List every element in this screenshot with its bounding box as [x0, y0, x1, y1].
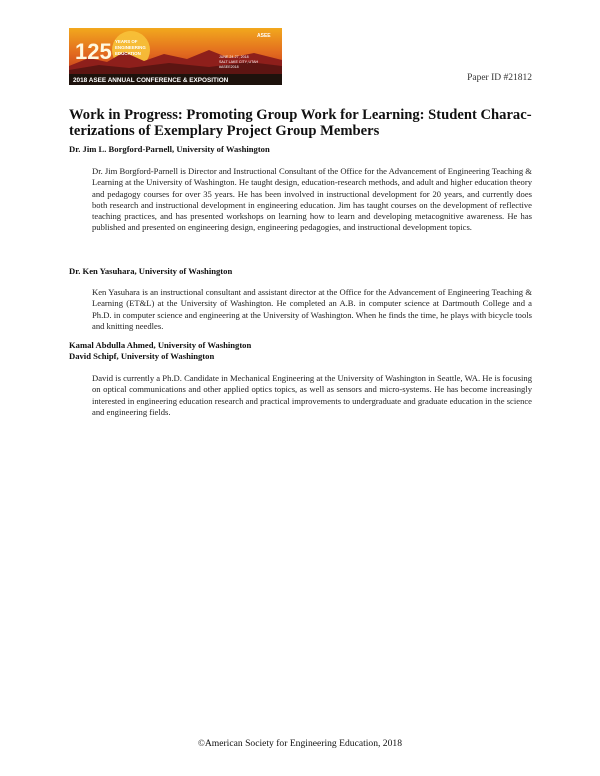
banner-side-text-2: ENGINEERING	[115, 45, 146, 50]
paper-title-line-1: Work in Progress: Promoting Group Work for Learning: Student Charac-	[69, 107, 532, 123]
banner-event-line-3: #ASEE2018	[219, 65, 239, 69]
copyright-footer	[0, 738, 600, 749]
banner-event-line-1: JUNE 24-27, 2018	[219, 55, 249, 59]
conference-banner	[69, 28, 282, 85]
banner-conference-name: 2018 ASEE ANNUAL CONFERENCE & EXPOSITION	[73, 77, 229, 84]
author-name-1: Dr. Jim L. Borgford-Parnell, University of Washington	[69, 144, 270, 154]
paper-title-line-2: terizations of Exemplary Project Group Members	[69, 122, 380, 139]
banner-event-line-2: SALT LAKE CITY, UTAH	[219, 60, 259, 64]
author-bio-1: Dr. Jim Borgford-Parnell is Director and Instructional Consultant of the Office for the Advancement of Engineering Teaching & Learning at the University of Washington. He taught design, education-research methods, and adult and higher education theory and pedagogy courses for over 35 years. He has been involved in instructional development for 20 years, and currently does both research and instructional development in engineering education. Jim has taught courses on the development of reflective teaching practices, and has presented workshops on learning how to learn and developing metacognitive awareness. He has published and presented on engineering design, engineering pedagogies, and instructional development topics.	[92, 166, 532, 233]
banner-logo-mark: ASEE	[257, 33, 271, 39]
copyright-icon: ©	[198, 738, 205, 748]
conference-banner-art	[69, 28, 282, 85]
banner-number: 125	[75, 39, 112, 64]
banner-side-text-1: YEARS OF	[115, 39, 138, 44]
author-name-4: David Schipf, University of Washington	[69, 351, 215, 361]
paper-id: Paper ID #21812	[467, 73, 532, 83]
author-bio-3: David is currently a Ph.D. Candidate in Mechanical Engineering at the University of Washington in Seattle, WA. He is focusing on optical communications and other applied optics topics, as well as sensors and micro-systems. He has become increasingly interested in engineering education research and practical improvements to undergraduate and graduate education in the science and engineering fields.	[92, 373, 532, 417]
paper-title	[69, 108, 532, 139]
author-name-2: Dr. Ken Yasuhara, University of Washington	[69, 266, 233, 276]
author-name-3: Kamal Abdulla Ahmed, University of Washington	[69, 340, 252, 350]
copyright-text: American Society for Engineering Education, 2018	[204, 738, 402, 749]
author-bio-2: Ken Yasuhara is an instructional consultant and assistant director at the Office for the Advancement of Engineering Teaching & Learning (ET&L) at the University of Washington. He completed an A.B. in computer science at Dartmouth College and a Ph.D. in computer science and engineering at the University of Washington. When he finds the time, he plays with bicycle tools and knitting needles.	[92, 287, 532, 331]
banner-side-text-3: EDUCATION	[115, 51, 141, 56]
